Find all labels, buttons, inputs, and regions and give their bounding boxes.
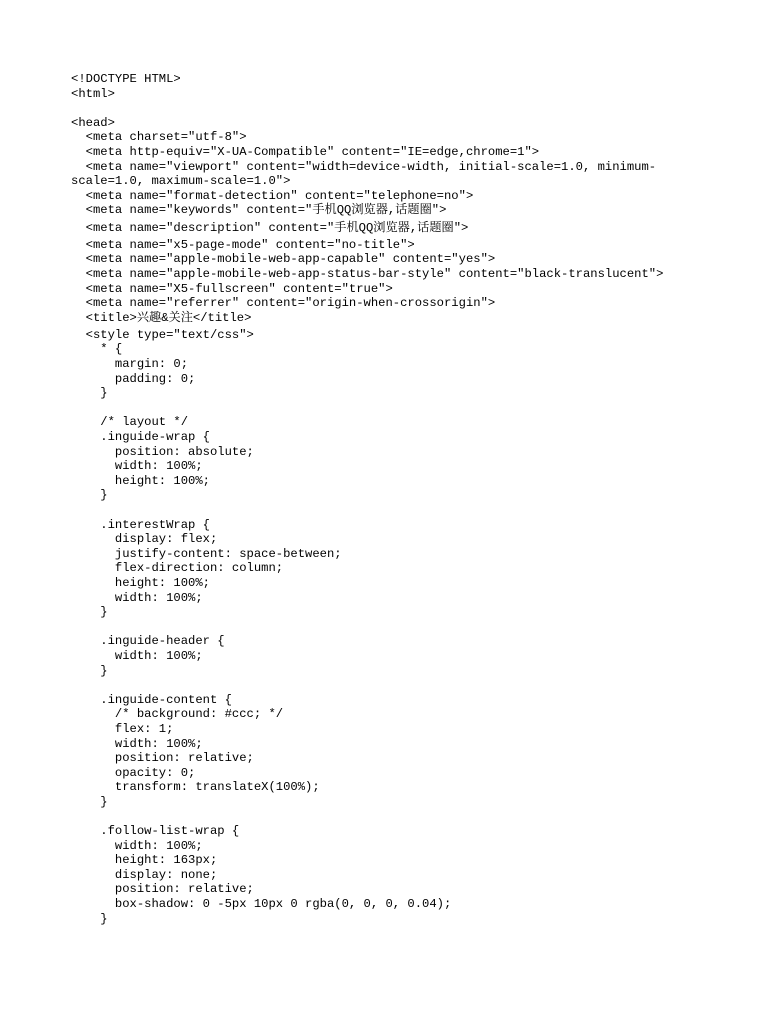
- code-line: opacity: 0;: [71, 765, 196, 780]
- code-line: flex-direction: column;: [71, 561, 284, 576]
- code-line: }: [71, 386, 108, 401]
- code-line: justify-content: space-between;: [71, 546, 342, 561]
- code-line: <meta name="X5-fullscreen" content="true">: [71, 281, 393, 296]
- code-line: <meta name="apple-mobile-web-app-status-bar-style" content="black-translucent">: [71, 266, 664, 281]
- code-line: scale=1.0, maximum-scale=1.0">: [71, 174, 291, 189]
- code-line: height: 163px;: [71, 853, 218, 868]
- code-line: display: flex;: [71, 532, 218, 547]
- code-line: <meta name="viewport" content="width=device-width, initial-scale=1.0, minimum-: [71, 159, 657, 174]
- code-line: * {: [71, 342, 123, 357]
- code-line: }: [71, 488, 108, 503]
- code-line: /* background: #ccc; */: [71, 707, 284, 722]
- code-line: }: [71, 794, 108, 809]
- code-line: position: absolute;: [71, 444, 254, 459]
- code-line: width: 100%;: [71, 838, 203, 853]
- code-line: width: 100%;: [71, 648, 203, 663]
- code-line: }: [71, 663, 108, 678]
- code-line: <!DOCTYPE HTML>: [71, 72, 181, 86]
- code-line: flex: 1;: [71, 721, 174, 736]
- code-line: width: 100%;: [71, 459, 203, 474]
- code-line: }: [71, 911, 108, 926]
- code-line: height: 100%;: [71, 575, 210, 590]
- code-line: <meta charset="utf-8">: [71, 130, 247, 145]
- code-line: [71, 503, 711, 518]
- code-line: box-shadow: 0 -5px 10px 0 rgba(0, 0, 0, 0.04);: [71, 897, 452, 912]
- code-line: width: 100%;: [71, 590, 203, 605]
- code-line: position: relative;: [71, 882, 254, 897]
- code-line: <meta name="x5-page-mode" content="no-title">: [71, 237, 415, 252]
- code-line: <meta name="apple-mobile-web-app-capable" content="yes">: [71, 252, 496, 267]
- code-line: }: [71, 605, 108, 620]
- code-line: [71, 620, 711, 635]
- code-line: .follow-list-wrap {: [71, 824, 240, 839]
- code-line: width: 100%;: [71, 736, 203, 751]
- source-code-text: [71, 72, 711, 926]
- code-line: position: relative;: [71, 751, 254, 766]
- code-line: <meta name="referrer" content="origin-when-crossorigin">: [71, 296, 496, 311]
- code-line: <title>兴趣&关注</title>: [71, 310, 252, 325]
- code-line: height: 100%;: [71, 473, 210, 488]
- code-line: <meta name="description" content="手机QQ浏览器,话题圈">: [71, 220, 469, 235]
- code-line: [71, 401, 711, 416]
- code-line: <style type="text/css">: [71, 327, 254, 342]
- code-line: margin: 0;: [71, 357, 189, 372]
- code-line: .inguide-wrap {: [71, 430, 210, 445]
- code-line: [71, 809, 711, 824]
- code-line: [71, 101, 711, 116]
- code-line: .inguide-content {: [71, 692, 232, 707]
- code-line: /* layout */: [71, 415, 189, 430]
- code-line: <head>: [71, 115, 115, 130]
- code-line: <meta http-equiv="X-UA-Compatible" content="IE=edge,chrome=1">: [71, 144, 540, 159]
- code-line: display: none;: [71, 867, 218, 882]
- code-line: .interestWrap {: [71, 517, 210, 532]
- code-line: transform: translateX(100%);: [71, 780, 320, 795]
- code-line: [71, 678, 711, 693]
- code-line: padding: 0;: [71, 371, 196, 386]
- code-line: <html>: [71, 86, 115, 101]
- code-line: <meta name="format-detection" content="telephone=no">: [71, 188, 474, 203]
- code-line: .inguide-header {: [71, 634, 225, 649]
- code-line: <meta name="keywords" content="手机QQ浏览器,话题圈">: [71, 203, 447, 218]
